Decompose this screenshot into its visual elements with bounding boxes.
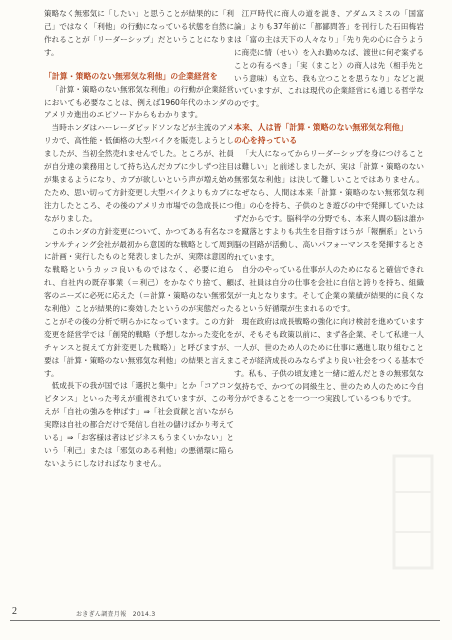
- section-heading: [44, 70, 234, 83]
- section-heading: [234, 121, 424, 147]
- paragraph: 策略なく無邪気に「したい」と思うことが結果的に「利己」ではなく「利他」の行動になっている状態を自然に作れることが「リーダーシップ」だということになります。: [44, 9, 234, 57]
- section-heading-text: 「計算・策略のない無邪気な利他」の企業経営を: [44, 71, 218, 81]
- section-heading-text-line1: 本来、人は皆「計算・策略のない無邪気な利他」: [234, 123, 408, 133]
- paragraph: 低成長下の我が国では「選択と集中」とか「コアコンピタンス」といった考えが重視されていますが、この考えが「自社の強みを伸ばす」⇒「社会貢献と言いながら実際は自社の都合だけで発信し自社の儲けばかり考えている」⇒「お客様は者はビジネスもうまくいかない」という「利己」または「邪気のある利他」の悪循環に陥らないようにしなければなりません。: [44, 381, 234, 468]
- footer-divider: [10, 620, 440, 621]
- left-column: [44, 8, 234, 471]
- watermark-icon: [388, 452, 438, 572]
- paragraph: 「大人になってからリーダーシップを身につけることは難しい」と前述しましたが、実は「計算・策略のない無邪気な利他」は決して難しいことではありません。なぜなら、人間は本来「計算・策略のない無邪気な利他」の心を持ち、子供のとき遊びの中で発揮していたはずだからです。脳科学の分野でも、本来人間の脳は誰かを蹴落とすよりも共生を目指すほうが「報酬系」という脳の回路が活動し、高いパフォーマンスを発揮するとされています。: [234, 149, 424, 262]
- page-number: 2: [12, 606, 17, 617]
- publication-name: おきぎん調査月報 2014.3: [76, 611, 156, 618]
- section-heading-text-line2: の心を持っている: [234, 136, 298, 146]
- paragraph: このホンダの方針変更について、かつてある有名なコンサルティング会社が最初から意図的な戦略として周到に計画・実行したものと発表しましたが、実際は意図的な戦略というカッコ良いものではなく、必要に迫られ、自社内の既存事業（＝利己）をかなぐり捨て、顧客のニーズに必死に応えた（＝計算・策略のない無邪気な利他）ことが結果的に奏効したというのが実態だったことがその後の分析で明らかになっています。この方針変更を経営学では「創発的戦略（予想しなかった変化をチャンスと捉えて方針変更した戦略）」と呼びますが、要は「計算・策略のない無邪気な利他」の結果と言えます。: [44, 226, 234, 378]
- paragraph: 自分のやっている仕事が人のためになると確信できれば、社員は自分の仕事を会社に自信と誇りを持ち、組織が一丸となります。そして企業の業績が結果的に良くなるという好循環が生まれるのです。: [234, 265, 424, 314]
- decorative-watermark: [388, 452, 438, 572]
- right-column: [234, 8, 424, 406]
- page-footer: [0, 606, 452, 626]
- paragraph: 現在政府は成長戦略の強化に向け検討を進めていますが、そもそも政策以前に、まず各企業、そして私達一人一人が、世のため人のために仕事に邁進し取り組むことこそが経済成長のみならずより良い社会をつくる基本です。私も、子供の頃友達と一緒に遊んだときの無邪気な気持ちで、かつての同級生と、世のため人のために今自分ができることを一つ一つ実践しているつもりです。: [234, 317, 424, 404]
- paragraph: 江戸時代に商人の道を説き、アダムスミスの「国富論」よりも37年前に「都鄙問答」を刊行した石田梅岩は「富の主は天下の人々なり」「先り先の心に合うように商売に情（せい）を入れ勤めなば、渡世に何ぞ案ずることの有るべき」「実（まこと）の商人は先（相手先という意味）も立ち、我も立つことを思うなり」などと説いていますが、これは現代の企業経営にも通じる哲学なのです。: [234, 9, 424, 109]
- paragraph: 当時ホンダはハーレーダビッドソンなどが主流のアメリカで、高性能・低価格の大型バイクを販売しようとしましたが、当初全然売れませんでした。ところが、社員が自分達の業務用として持ち込んだカブに少しずつ注目が集まるようになり、カブが欲しいという声が増え始めたため、思い切って方針変更し大型バイクよりもカブに注力したところ、その後のアメリカ市場での急成長につながりました。: [44, 123, 234, 223]
- paragraph: 「計算・策略のない無邪気な利他」の行動が企業経営においても必要なことは、例えば1960年代のホンダのアメリカ進出のエピソードからもわかります。: [44, 84, 234, 120]
